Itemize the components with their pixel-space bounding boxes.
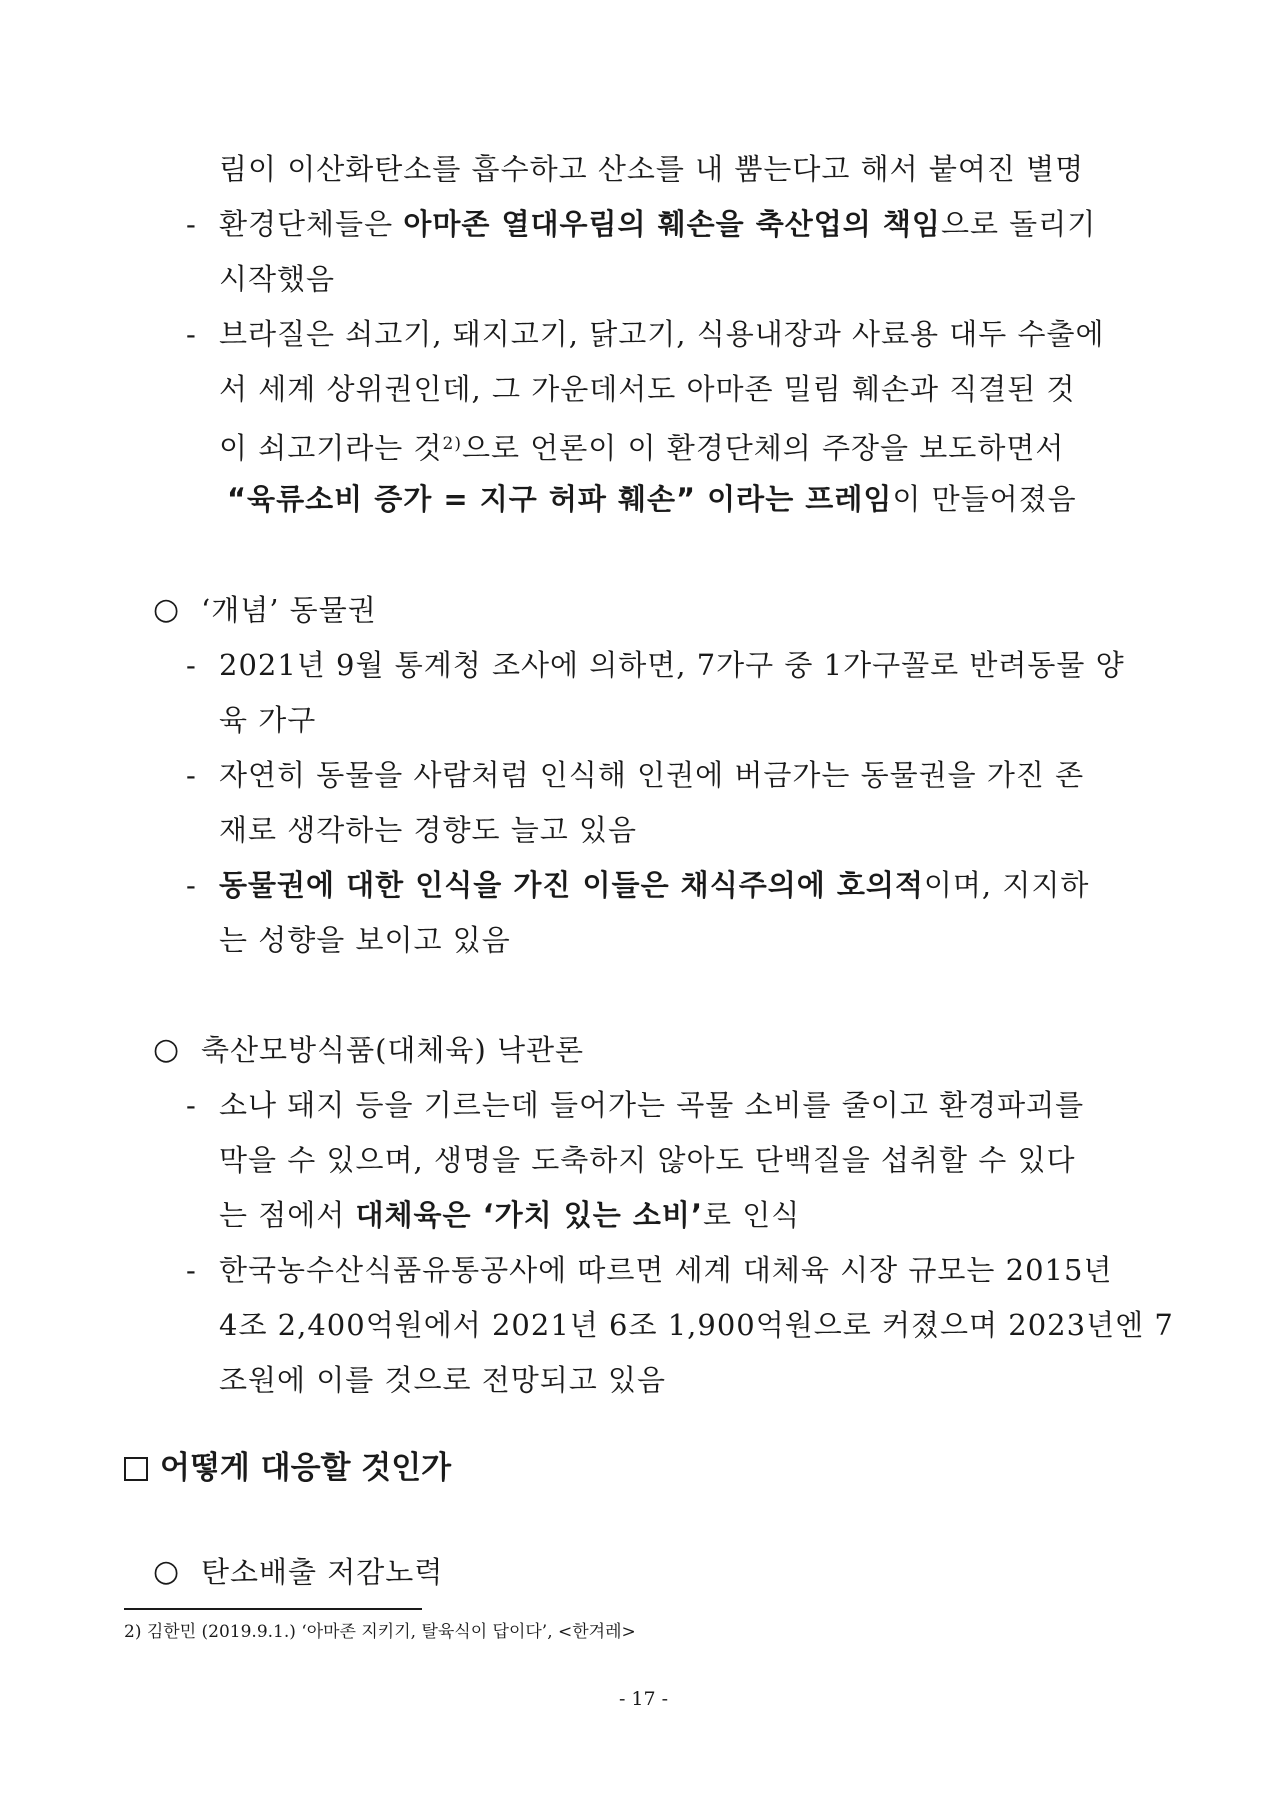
text-run: 이며, 지지하 [923,868,1090,902]
text-line: 는 성향을 보이고 있음 [219,923,511,957]
bold-text: 동물권에 대한 인식을 가진 이들은 채식주의에 호의적 [219,868,924,902]
checkbox-square-icon [124,1457,148,1481]
text-line [219,424,1064,468]
bullet-dash: - [186,868,197,902]
bold-text: “육류소비 증가 = 지구 허파 훼손” 이라는 프레임 [227,482,893,516]
text-line: 소나 돼지 등을 기르는데 들어가는 곡물 소비를 줄이고 환경파괴를 [219,1088,1085,1122]
circle-bullet-icon: ○ [153,1554,181,1589]
text-run: 이 쇠고기라는 것 [219,431,443,465]
bullet-dash: - [186,648,197,682]
text-run: 환경단체들은 [219,207,404,241]
text-line: 자연히 동물을 사람처럼 인식해 인권에 버금가는 동물권을 가진 존 [219,758,1085,792]
bullet-dash: - [186,758,197,792]
circle-bullet-icon: ○ [153,592,181,627]
footnote-divider [124,1608,422,1610]
bullet-dash: - [186,317,197,351]
text-line: 4조 2,400억원에서 2021년 6조 1,900억원으로 커졌으며 2023년엔 7 [219,1308,1174,1342]
text-run: 로 인식 [702,1198,801,1232]
text-line: 브라질은 쇠고기, 돼지고기, 닭고기, 식용내장과 사료용 대두 수출에 [219,317,1105,351]
text-run: 는 점에서 [219,1198,356,1232]
text-line: 시작했음 [219,262,336,296]
text-line: 림이 이산화탄소를 흡수하고 산소를 내 뿜는다고 해서 붙여진 별명 [219,152,1085,186]
text-line: 재로 생각하는 경향도 늘고 있음 [219,813,638,847]
page-number: - 17 - [618,1688,669,1710]
text-line: 2021년 9월 통계청 조사에 의하면, 7가구 중 1가구꼴로 반려동물 양 [219,648,1125,682]
text-run: 이 만들어졌음 [892,482,1077,516]
footnote-ref: 2) [442,434,462,454]
section-title: ‘개념’ 동물권 [201,593,377,627]
text-line [227,479,1077,519]
text-line [219,204,1096,244]
text-line: 조원에 이를 것으로 전망되고 있음 [219,1363,667,1397]
section-heading [124,1448,451,1488]
text-run: 으로 언론이 이 환경단체의 주장을 보도하면서 [462,431,1065,465]
text-line: 서 세계 상위권인데, 그 가운데서도 아마존 밀림 훼손과 직결된 것 [219,372,1076,406]
bullet-dash: - [186,1253,197,1287]
bold-text: 대체육은 ‘가치 있는 소비’ [355,1198,703,1232]
text-line: 막을 수 있으며, 생명을 도축하지 않아도 단백질을 섭취할 수 있다 [219,1143,1076,1177]
section-title: 축산모방식품(대체육) 낙관론 [201,1033,585,1067]
text-run: 으로 돌리기 [940,207,1097,241]
footnote: 2) 김한민 (2019.9.1.) ‘아마존 지키기, 탈육식이 답이다’, <한겨레> [124,1622,636,1642]
text-line: 육 가구 [219,703,317,737]
circle-bullet-icon: ○ [153,1032,181,1067]
bullet-dash: - [186,207,197,241]
section-title: 탄소배출 저감노력 [201,1555,444,1589]
text-line [219,1195,800,1235]
bullet-dash: - [186,1088,197,1122]
bold-text: 아마존 열대우림의 훼손을 축산업의 책임 [403,207,941,241]
text-line: 한국농수산식품유통공사에 따르면 세계 대체육 시장 규모는 2015년 [219,1253,1113,1287]
heading-text: 어떻게 대응할 것인가 [160,1450,452,1486]
text-line [219,865,1089,905]
